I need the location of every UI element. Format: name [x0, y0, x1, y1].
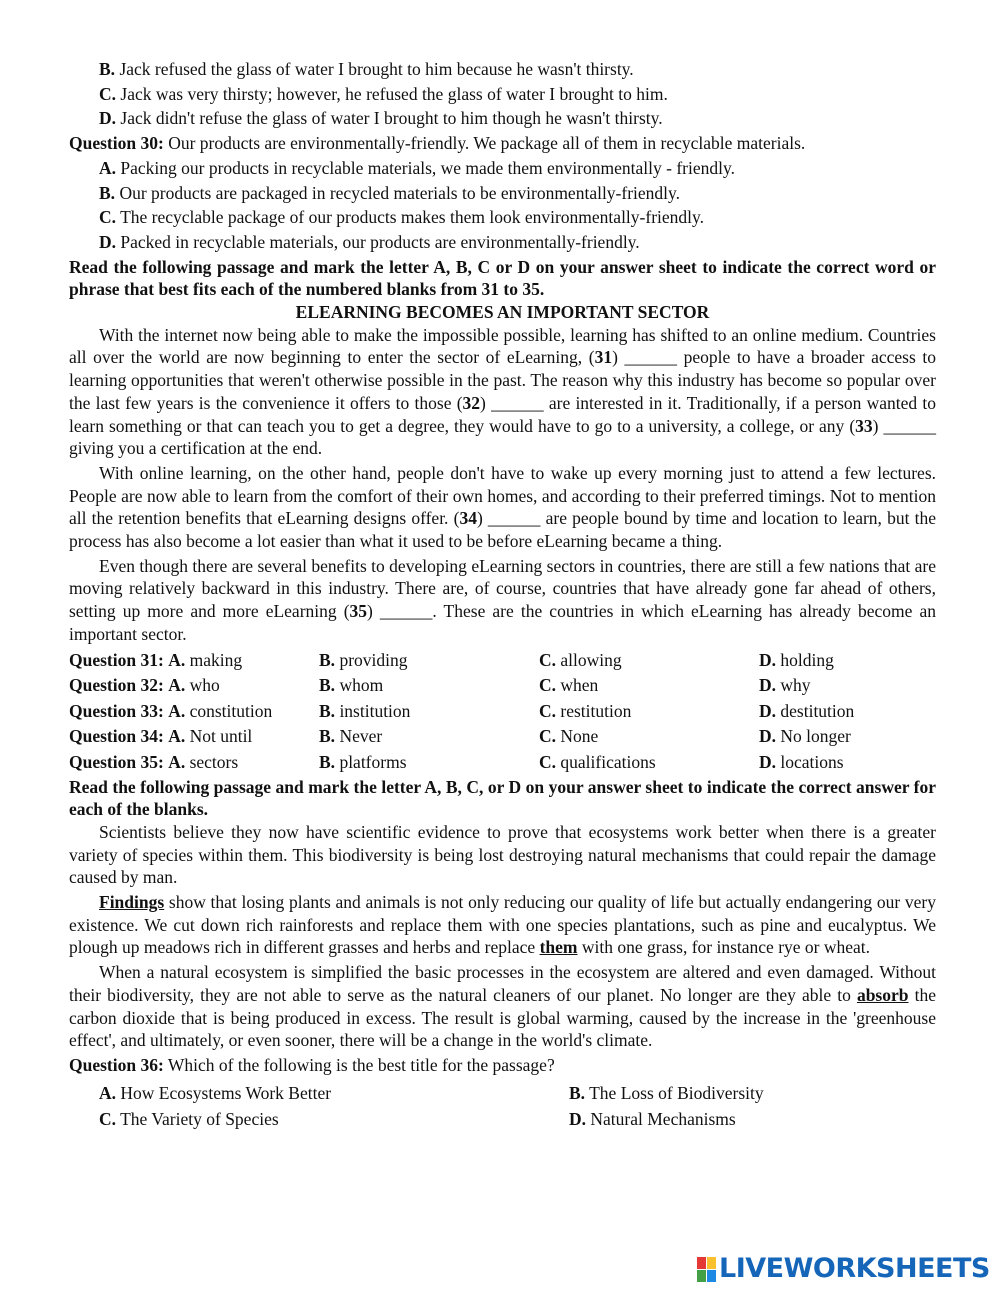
highlight-findings: Findings	[99, 892, 165, 913]
logo-square-blue	[707, 1270, 716, 1282]
question-row-33	[69, 699, 936, 725]
q31-option-a[interactable]: Question 31: A. making	[69, 649, 243, 670]
q32-option-d[interactable]: D. why	[759, 675, 811, 696]
instruction-reading: Read the following passage and mark the letter A, B, C, or D on your answer sheet to indicate the correct answer for each of the blanks.	[69, 776, 936, 820]
q35-option-d[interactable]: D. locations	[759, 751, 844, 772]
q34-option-d[interactable]: D. No longer	[759, 726, 851, 747]
liveworksheets-logo[interactable]	[697, 1253, 990, 1284]
passage1-paragraph-2: With online learning, on the other hand, people don't have to wake up every morning just to attend a few lectures. People are now able to learn from the comfort of their own homes, and according to their preferred timings. Not to mention all the retention benefits that eLearning designs offer. (34) ______ are people bound by time and location to learn, but the process has also become a lot easier than what it used to be before eLearning became a thing.	[69, 462, 937, 552]
question-row-32	[69, 673, 936, 699]
blank-31: 31	[594, 347, 613, 368]
q31-option-b[interactable]: B. providing	[319, 649, 408, 670]
question-row-35	[69, 750, 936, 776]
passage1-paragraph-3: Even though there are several benefits to developing eLearning sectors in countries, there are still a few nations that are moving relatively backward in this industry. There are, of course, countries that have already gone far ahead of others, setting up more and more eLearning (35) ______. These are the countries in which eLearning has already become an important sector.	[69, 555, 936, 644]
q33-option-b[interactable]: B. institution	[319, 700, 411, 721]
highlight-them: them	[539, 937, 578, 958]
q31-option-d[interactable]: D. holding	[759, 649, 834, 670]
question-row-34	[69, 724, 936, 750]
q31-option-c[interactable]: C. allowing	[539, 649, 622, 670]
blank-35: 35	[349, 601, 368, 622]
q36-option-a[interactable]: A. How Ecosystems Work Better	[99, 1082, 332, 1103]
instruction-cloze: Read the following passage and mark the letter A, B, C or D on your answer sheet to indicate the correct word or phrase that best fits each of the numbered blanks from 31 to 35.	[69, 256, 936, 300]
q29-option-b[interactable]: B. Jack refused the glass of water I brought to him because he wasn't thirsty.	[99, 59, 634, 79]
logo-square-yellow	[707, 1257, 716, 1269]
q36-option-b[interactable]: B. The Loss of Biodiversity	[569, 1082, 764, 1103]
passage1-title: ELEARNING BECOMES AN IMPORTANT SECTOR	[295, 302, 710, 323]
q33-option-d[interactable]: D. destitution	[759, 700, 855, 721]
questions-31-35	[69, 648, 936, 776]
worksheet-page	[69, 56, 936, 1135]
q34-option-a[interactable]: Question 34: A. Not until	[69, 726, 253, 747]
q34-option-c[interactable]: C. None	[539, 726, 599, 747]
q36-option-c[interactable]: C. The Variety of Species	[99, 1108, 279, 1129]
liveworksheets-logo-text: LIVEWORKSHEETS	[719, 1253, 990, 1284]
q30-option-d[interactable]: D. Packed in recyclable materials, our products are environmentally-friendly.	[99, 231, 640, 252]
passage2-paragraph-2: Findings show that losing plants and animals is not only reducing our quality of life but actually endangering our very existence. We cut down rich rainforests and replace them with one species plantations, such as pine and eucalyptus. We plough up meadows rich in different grasses and herbs and replace them with one grass, for instance rye or wheat.	[69, 892, 936, 958]
q33-option-a[interactable]: Question 33: A. constitution	[69, 700, 273, 721]
question-row-31	[69, 648, 936, 674]
logo-square-green	[697, 1270, 706, 1282]
passage1-paragraph-1: With the internet now being able to make the impossible possible, learning has shifted to an online medium. Countries all over the world are now beginning to enter the sector of eLearning, (31) ______ people to have a broader access to learning opportunities that weren't otherwise possible in the past. The reason why this industry has become so popular over the last few years is the convenience it offers to those (32) ______ are interested in it. Traditionally, if a person wanted to learn something or that can teach you to get a degree, they would have to go to a university, a college, or any (33) ______ giving you a certification at the end.	[69, 324, 937, 459]
q30-option-a[interactable]: A. Packing our products in recyclable materials, we made them environmentally - friendly.	[99, 157, 735, 178]
highlight-absorb: absorb	[856, 984, 909, 1005]
q32-option-b[interactable]: B. whom	[319, 675, 384, 696]
passage2-paragraph-1: Scientists believe they now have scientific evidence to prove that ecosystems work better when there is a greater variety of species within them. This biodiversity is being lost destroying natural mechanisms that could repair the damage caused by man.	[69, 821, 936, 888]
q36-stem: Question 36: Which of the following is the best title for the passage?	[69, 1054, 555, 1075]
blank-32: 32	[462, 392, 481, 413]
q32-option-c[interactable]: C. when	[539, 675, 599, 696]
passage2-paragraph-3: When a natural ecosystem is simplified the basic processes in the ecosystem are altered and even damaged. Without their biodiversity, they are not able to serve as the natural cleaners of our planet. No longer are they able to absorb the carbon dioxide that is being produced in excess. The result is global warming, caused by the increase in the 'greenhouse effect', and ultimately, or even sooner, there will be a change in the world's climate.	[69, 962, 936, 1051]
q30-stem: Question 30: Our products are environmentally-friendly. We package all of them in recyclable materials.	[69, 133, 806, 154]
q29-option-c[interactable]: C. Jack was very thirsty; however, he refused the glass of water I brought to him.	[99, 83, 668, 104]
q35-option-b[interactable]: B. platforms	[319, 751, 407, 772]
q36-options	[69, 1080, 936, 1132]
blank-33: 33	[855, 415, 873, 436]
q33-option-c[interactable]: C. restitution	[539, 700, 632, 721]
liveworksheets-logo-icon	[697, 1257, 716, 1282]
q34-option-b[interactable]: B. Never	[319, 726, 383, 747]
q32-option-a[interactable]: Question 32: A. who	[69, 675, 220, 696]
logo-square-red	[697, 1257, 706, 1269]
q30-option-b[interactable]: B. Our products are packaged in recycled materials to be environmentally-friendly.	[99, 182, 681, 203]
q29-option-d[interactable]: D. Jack didn't refuse the glass of water I brought to him though he wasn't thirsty.	[99, 108, 663, 129]
q35-option-a[interactable]: Question 35: A. sectors	[69, 751, 239, 772]
q30-option-c[interactable]: C. The recyclable package of our products makes them look environmentally-friendly.	[99, 207, 705, 228]
q36-option-d[interactable]: D. Natural Mechanisms	[569, 1108, 736, 1129]
blank-34: 34	[459, 508, 477, 529]
q35-option-c[interactable]: C. qualifications	[539, 751, 656, 772]
